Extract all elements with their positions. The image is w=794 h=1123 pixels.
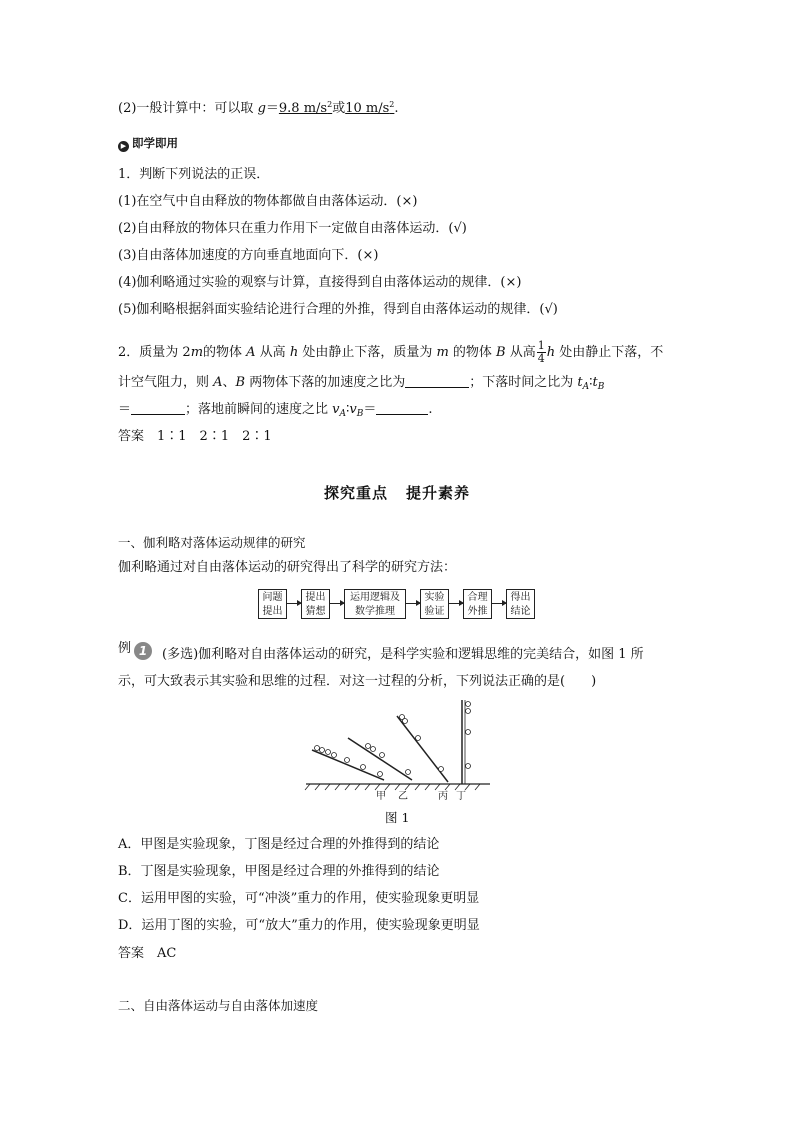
flow-arrow <box>330 603 344 604</box>
example-stem-line-1: (多选)伽利略对自由落体运动的研究，是科学实验和逻辑思维的完美结合，如图 1 所 <box>162 647 644 662</box>
option-d: D．运用丁图的实验，可“放大”重力的作用，使实验现象更明显 <box>118 918 480 933</box>
q1-item: (2)自由释放的物体只在重力作用下一定做自由落体运动．(√) <box>118 221 467 236</box>
figure-caption: 图 1 <box>385 810 410 825</box>
q2-line-3: ＝ ；落地前瞬间的速度之比 $v_A∶v_B=$ . <box>118 402 433 419</box>
practice-label: ▶ 即学即用 <box>118 134 178 152</box>
g-value-1: 9.8 $m/s^2$ <box>278 100 333 116</box>
example-label: 例 1 <box>118 637 152 660</box>
answer-blank-1[interactable] <box>405 374 469 388</box>
q2-answer: 答案 1∶1 2∶1 2∶1 <box>118 429 272 444</box>
q2-line-1: 2．质量为 2m的物体 A 从高 h 处由静止下落，质量为 m 的物体 B 从高 $\frac{1}{4}$ h 处由静止下落，不 <box>118 339 664 365</box>
fig-label-ding: 丁 <box>456 791 466 802</box>
q1-item: (4)伽利略通过实验的观察与计算，直接得到自由落体运动的规律．(×) <box>118 275 522 290</box>
g-line-prefix: (2)一般计算中：可以取 <box>118 101 258 116</box>
q1-item: (5)伽利略根据斜面实验结论进行合理的外推，得到自由落体运动的规律．(√) <box>118 302 558 317</box>
flow-arrow <box>449 603 463 604</box>
fraction-one-quarter: $\frac{1}{4}$ <box>537 339 545 365</box>
play-icon: ▶ <box>118 141 129 152</box>
flow-step: 得出 结论 <box>506 589 535 619</box>
flow-arrow <box>406 603 420 604</box>
q2-line-2: 计空气阻力，则 A、B 两物体下落的加速度之比为 ；下落时间之比为 $t_A∶t_B$ <box>118 375 605 392</box>
q1-title: 1．判断下列说法的正误． <box>118 167 270 182</box>
fig-label-bing: 丙 <box>438 791 448 802</box>
example-number-badge: 1 <box>134 642 152 660</box>
option-c: C．运用甲图的实验，可“冲淡”重力的作用，使实验现象更明显 <box>118 891 480 906</box>
option-a: A．甲图是实验现象，丁图是经过合理的外推得到的结论 <box>118 837 440 852</box>
answer-blank-2[interactable] <box>131 401 185 415</box>
flow-step: 问题 提出 <box>258 589 287 619</box>
answer-blank-3[interactable] <box>376 401 428 415</box>
g-value-2: 10 $m/s^2$ <box>345 100 395 116</box>
part1-heading: 一、伽利略对落体运动规律的研究 <box>118 535 306 550</box>
example-stem-line-2: 示，可大致表示其实验和思维的过程．对这一过程的分析，下列说法正确的是( ) <box>118 674 597 689</box>
part1-intro: 伽利略通过对自由落体运动的研究得出了科学的研究方法： <box>118 560 457 575</box>
q1-item: (1)在空气中自由释放的物体都做自由落体运动．(×) <box>118 194 418 209</box>
flow-arrow <box>287 603 301 604</box>
fig-label-jia: 甲 <box>376 791 386 802</box>
incline-figure-svg <box>300 698 500 802</box>
example-answer: 答案 AC <box>118 946 177 961</box>
g-value-line: (2)一般计算中：可以取 g＝9.8 $m/s^2$或10 $m/s^2$. <box>118 100 399 116</box>
q1-item: (3)自由落体加速度的方向垂直地面向下．(×) <box>118 248 379 263</box>
part2-heading: 二、自由落体运动与自由落体加速度 <box>118 998 319 1013</box>
figure-1-incline-diagram <box>300 698 500 802</box>
flow-step: 实验 验证 <box>420 589 449 619</box>
equals-sign: ＝ <box>265 101 279 116</box>
fig-label-yi: 乙 <box>398 791 408 802</box>
flow-step: 运用逻辑及 数学推理 <box>344 589 406 619</box>
flow-step: 提出 猜想 <box>301 589 330 619</box>
flow-arrow <box>492 603 506 604</box>
g-symbol: g <box>257 101 266 116</box>
incline-bing <box>397 716 448 782</box>
flow-step: 合理 外推 <box>463 589 492 619</box>
or-text: 或 <box>332 101 346 116</box>
option-b: B．丁图是实验现象，甲图是经过合理的外推得到的结论 <box>118 864 440 879</box>
section-title: 探究重点 提升素养 <box>323 484 471 502</box>
method-flow-diagram <box>258 589 538 621</box>
